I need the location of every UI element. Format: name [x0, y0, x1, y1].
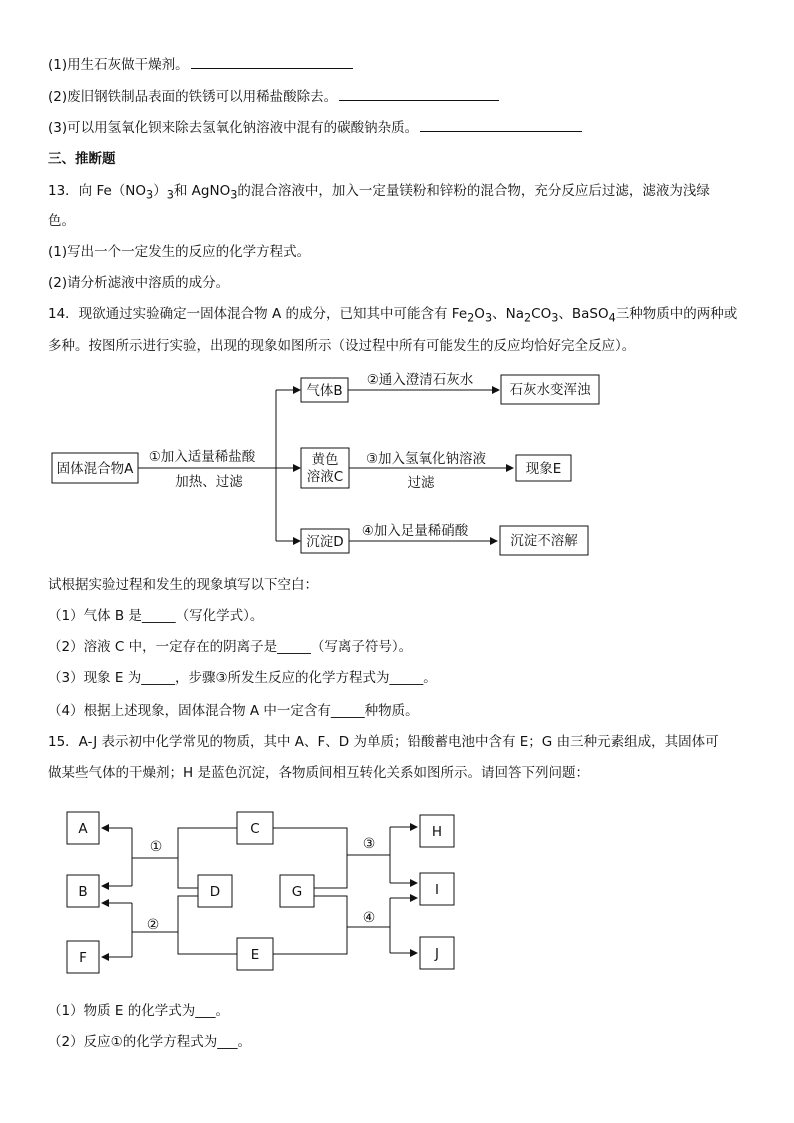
label-result4: 沉淀不溶解 — [510, 533, 578, 549]
q14-text-c: 、Na — [492, 306, 524, 322]
q14-sub-4: （4）根据上述现象，固体混合物 A 中一定含有_____种物质。 — [48, 703, 419, 719]
q12-3-text: (3)可以用氢氧化钡来除去氢氧化钠溶液中混有的碳酸钠杂质。 — [48, 120, 419, 136]
label-a: A — [78, 821, 88, 837]
label-g: G — [291, 884, 303, 900]
q13-sub-1: (1)写出一个一定发生的反应的化学方程式。 — [48, 244, 311, 260]
label-step2: ②通入澄清石灰水 — [366, 372, 474, 388]
label-c: C — [250, 821, 260, 837]
q14-text-b: O — [474, 306, 485, 322]
label-reaction-4: ④ — [362, 910, 376, 926]
label-step1-top: ①加入适量稀盐酸 — [148, 449, 256, 465]
label-f: F — [79, 950, 87, 966]
q15-sub-2: （2）反应①的化学方程式为___。 — [48, 1034, 251, 1050]
label-precipitate-d: 沉淀D — [306, 534, 344, 550]
label-i: I — [435, 882, 439, 898]
q14-sub-3: （3）现象 E 为_____，步骤③所发生反应的化学方程式为_____。 — [48, 670, 437, 686]
label-step3: ③加入氢氧化钠溶液 — [365, 451, 487, 467]
subscript: 2 — [523, 311, 532, 325]
label-step3-bottom: 过滤 — [407, 475, 435, 491]
label-h: H — [431, 824, 443, 840]
q15-sub-1: （1）物质 E 的化学式为___。 — [48, 1003, 229, 1019]
q15-stem: 15．A-J 表示初中化学常见的物质，其中 A、F、D 为单质；铅酸蓄电池中含有 E；G 由三种元素组成，其固体可 — [48, 734, 719, 750]
label-reaction-2: ② — [146, 917, 160, 933]
subscript: 3 — [230, 188, 238, 202]
label-solution-bottom: 溶液C — [306, 469, 344, 485]
connector — [178, 896, 237, 954]
q13-text-a: 13．向 Fe（NO — [48, 183, 147, 199]
label-d: D — [209, 884, 221, 900]
label-e: E — [250, 947, 260, 963]
label-b: B — [78, 884, 88, 900]
q15-stem-cont: 做某些气体的干燥剂；H 是蓝色沉淀，各物质间相互转化关系如图所示。请回答下列问题： — [48, 765, 589, 781]
q13-stem-cont: 色。 — [48, 213, 75, 229]
subscript: 3 — [166, 188, 174, 202]
q14-text-e: 、BaSO — [558, 306, 609, 322]
q13-text-c: 和 AgNO — [173, 183, 231, 199]
q14-sub-1: （1）气体 B 是_____（写化学式）。 — [48, 608, 264, 624]
label-solution-top: 黄色 — [311, 452, 339, 468]
q14-text-d: CO — [531, 306, 552, 322]
q14-text-f: 三种物质中的两种或 — [615, 306, 738, 322]
connector — [273, 896, 347, 954]
q13-text-d: 的混合溶液中，加入一定量镁粉和锌粉的混合物，充分反应后过滤，滤液为浅绿 — [237, 183, 710, 199]
label-phenomenon-e: 现象E — [525, 461, 562, 477]
subscript: 2 — [467, 311, 475, 325]
subscript: 3 — [484, 311, 493, 325]
connector — [178, 828, 237, 888]
q12-2-text: (2)废旧钢铁制品表面的铁锈可以用稀盐酸除去。 — [48, 89, 338, 105]
label-j: J — [435, 946, 439, 962]
q14-intro: 试根据实验过程和发生的现象填写以下空白： — [48, 577, 318, 593]
label-gas-b: 气体B — [306, 383, 343, 399]
q14-stem-cont: 多种。按图所示进行实验，出现的现象如图所示（设过程中所有可能发生的反应均恰好完全反应）。 — [48, 338, 636, 354]
label-solid-a: 固体混合物A — [56, 461, 134, 477]
subscript: 3 — [551, 311, 559, 325]
q13-text-b: ） — [153, 183, 167, 199]
label-step1-bottom: 加热、过滤 — [175, 474, 243, 490]
label-reaction-1: ① — [149, 839, 163, 855]
q12-1-text: (1)用生石灰做干燥剂。 — [48, 57, 189, 73]
q14-text-a: 14．现欲通过实验确定一固体混合物 A 的成分，已知其中可能含有 Fe — [48, 306, 468, 322]
label-result2: 石灰水变浑浊 — [509, 382, 591, 398]
section-heading: 三、推断题 — [48, 151, 116, 167]
label-step4: ④加入足量稀硝酸 — [361, 523, 469, 539]
subscript: 3 — [146, 188, 154, 202]
label-reaction-3: ③ — [362, 836, 376, 852]
q14-sub-2: （2）溶液 C 中，一定存在的阴离子是_____（写离子符号）。 — [48, 639, 413, 655]
subscript: 4 — [608, 311, 616, 325]
q13-sub-2: (2)请分析滤液中溶质的成分。 — [48, 275, 230, 291]
q15-flowchart — [67, 812, 454, 973]
connector — [273, 828, 347, 888]
